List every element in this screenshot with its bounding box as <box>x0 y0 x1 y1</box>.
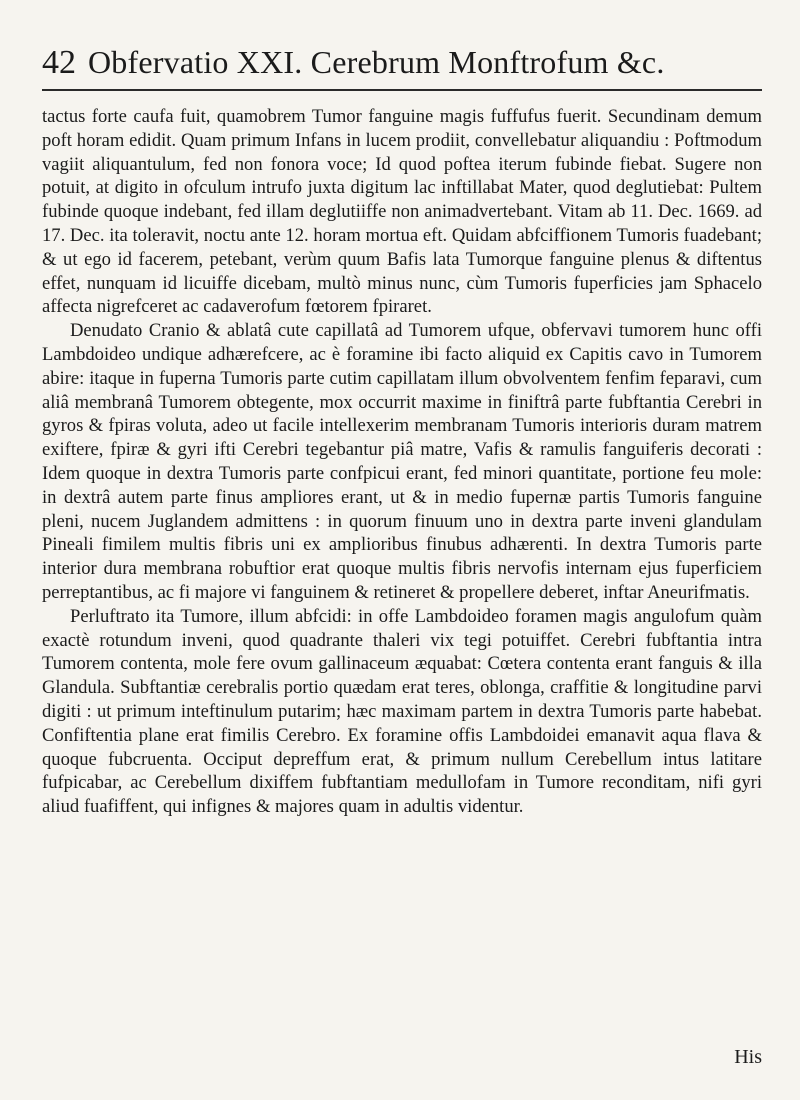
paragraph-3: Perluftrato ita Tumore, illum abfcidi: in offe Lambdoideo foramen magis angulofum quàm exactè rotundum inveni, quod quadrante thaleri vix tegi potuiffet. Cerebri fubftantia intra Tumorem contenta, mole fere ovum gallinaceum æquabat: Cœtera contenta erant fanguis & illa Glandula. Subftantiæ cerebralis portio quædam erat teres, oblonga, craffitie & longitudine parvi digiti : ut primum inteftinulum putarim; hæc maximam partem in dextra Tumoris parte habebat. Confiftentia plane erat fimilis Cerebro. Ex foramine offis Lambdoidei emanavit aqua flava & quoque fubcruenta. Occiput depreffum erat, & primum nullum Cerebellum intus latitare fufpicabar, ac Cerebellum dixiffem fubftantiam medullofam in Tumore reconditam, nifi gyri aliud fuafiffent, qui infignes & majores quam in adultis videntur. <box>42 605 762 818</box>
paragraph-1: tactus forte caufa fuit, quamobrem Tumor fanguine magis fuffufus fuerit. Secundinam demum poft horam edidit. Quam primum Infans in lucem prodiit, convellebatur aliquandiu : Poftmodum vagiit aliquantulum, fed non fonora voce; Id quod poftea iterum fubinde fiebat. Sugere non potuit, at digito in ofculum intrufo juxta digitum lac inftillabat Mater, quod deglutiebat: Pultem fubinde quoque indebant, fed illam deglutiiffe non animadvertebant. Vitam ab 11. Dec. 1669. ad 17. Dec. ita toleravit, noctu ante 12. horam mortua eft. Quidam abfciffionem Tumoris fuadebant; & ut ego id facerem, petebant, verùm quum Bafis lata Tumorque fanguine plenus & diftentus effet, nunquam id licuiffe dicebam, multò minus nunc, cùm Tumoris fuperficies jam Sphacelo affecta nigrefceret ac cadaverofum fœtorem fpiraret. <box>42 106 762 318</box>
catchword: His <box>734 1046 762 1068</box>
running-header <box>42 42 762 91</box>
page-number: 42 <box>42 44 76 81</box>
paragraph-2: Denudato Cranio & ablatâ cute capillatâ ad Tumorem ufque, obfervavi tumorem hunc offi Lambdoideo undique adhærefcere, ac è foramine ibi facto aliquid ex Capitis cavo in Tumorem abire: itaque in fuperna Tumoris parte cutim capillatam illum obvolventem fenfim feparavi, cum aliâ membranâ Tumorem obtegente, mox occurrit maxime in finiftrâ parte fubftantia Cerebri in gyros & fpiras voluta, adeo ut facile intellexerim membranam Tumoris interioris duram matrem exiftere, fpiræ & gyri ifti Cerebri tegebantur piâ matre, Vafis & ramulis fanguiferis decorati : Idem quoque in dextra Tumoris parte confpicui erant, fed minori quantitate, portione feu mole: in dextrâ autem parte finus ampliores erant, ut & in medio fupernæ partis Tumoris fanguine pleni, nucem Juglandem admittens : in quorum finuum uno in dextra parte inveni glandulam Pineali fimilem multis fibris uni ex amplioribus finubus adhærenti. In dextra Tumoris parte interior dura membrana robuftior erat quoque multis fibris nervofis internam ejus fuperficiem perreptantibus, ac fi majore vi fanguinem & retineret & propellere deberet, inftar Aneurifmatis. <box>42 320 762 603</box>
body-text <box>42 105 762 819</box>
book-page <box>42 42 762 819</box>
header-title: Obfervatio XXI. Cerebrum Monftrofum &c. <box>88 44 665 80</box>
